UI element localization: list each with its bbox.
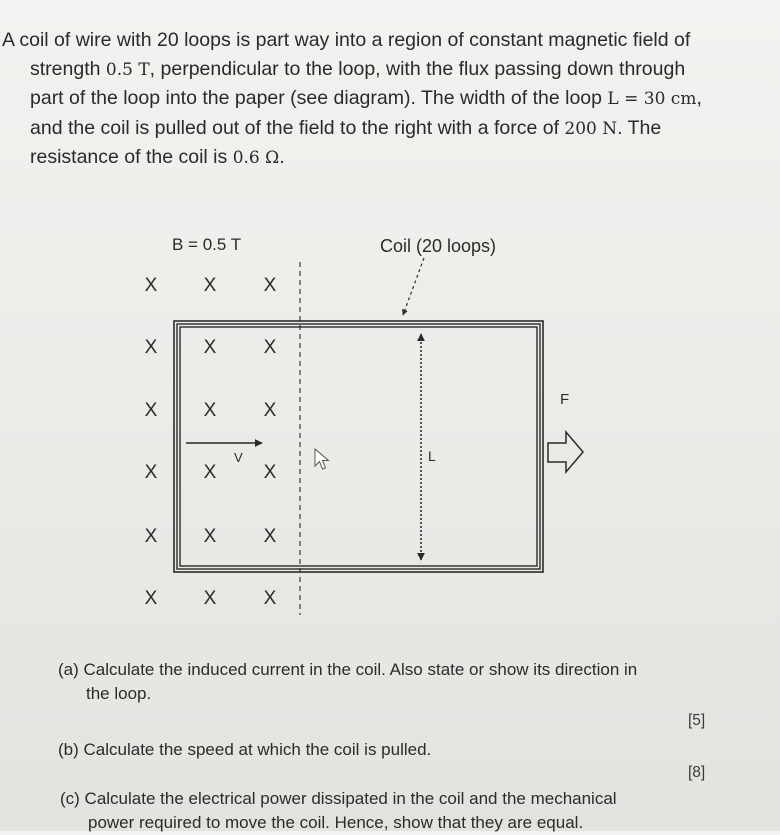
problem-line-4: and the coil is pulled out of the field to the right with a force of 200 N. The xyxy=(30,116,662,139)
field-x-marker: X xyxy=(263,588,277,609)
problem-line-2: strength 0.5 T, perpendicular to the loop, with the flux passing down through xyxy=(30,57,686,80)
field-x-marker: X xyxy=(203,588,217,609)
velocity-label: V xyxy=(234,450,243,465)
field-x-marker: X xyxy=(263,462,277,483)
field-x-marker: X xyxy=(203,275,217,296)
question-b-line-1: (b) Calculate the speed at which the coil is pulled. xyxy=(58,740,432,759)
hollow-arrow-right-icon xyxy=(548,432,583,472)
field-x-marker: X xyxy=(263,337,277,358)
force-value: 200 N xyxy=(564,118,618,139)
field-x-marker: X xyxy=(203,400,217,421)
question-c-line-2: power required to move the coil. Hence, show that they are equal. xyxy=(88,813,584,832)
coil-loop-outer xyxy=(174,321,543,572)
mouse-pointer-icon xyxy=(315,449,329,469)
question-a xyxy=(58,658,637,706)
coil-loop xyxy=(174,321,543,572)
coil-label-pointer xyxy=(403,258,424,315)
field-strength-value: 0.5 T xyxy=(105,59,150,80)
field-x-marker: X xyxy=(144,400,158,421)
field-x-marker: X xyxy=(263,400,277,421)
field-label: B = 0.5 T xyxy=(172,235,242,254)
field-x-marker: X xyxy=(263,275,277,296)
field-x-marker: X xyxy=(203,337,217,358)
field-x-grid xyxy=(145,275,277,609)
coil-loop-inner xyxy=(180,327,537,566)
field-x-marker: X xyxy=(203,526,217,547)
width-label: L xyxy=(428,448,436,464)
question-c xyxy=(60,787,617,835)
resistance-value: 0.6 Ω xyxy=(232,148,280,168)
field-x-marker: X xyxy=(144,462,158,483)
loop-width-value: L = 30 cm xyxy=(607,89,697,109)
coil-label: Coil (20 loops) xyxy=(380,236,497,256)
field-x-marker: X xyxy=(144,588,158,609)
force-label: F xyxy=(560,391,570,408)
question-b xyxy=(58,738,431,762)
problem-line-5: resistance of the coil is 0.6 Ω. xyxy=(30,146,285,168)
question-b-marks: [8] xyxy=(688,764,706,781)
field-x-marker: X xyxy=(203,462,217,483)
question-a-marks: [5] xyxy=(688,712,706,729)
coil-loop-middle xyxy=(177,324,540,569)
question-c-line-1: (c) Calculate the electrical power dissipated in the coil and the mechanical xyxy=(60,789,617,808)
field-x-marker: X xyxy=(144,275,158,296)
field-x-marker: X xyxy=(144,337,158,358)
question-a-line-1: (a) Calculate the induced current in the coil. Also state or show its direction in xyxy=(58,660,638,679)
problem-line-1: A coil of wire with 20 loops is part way into a region of constant magnetic field of xyxy=(2,29,691,51)
question-a-line-2: the loop. xyxy=(86,684,152,703)
field-x-marker: X xyxy=(144,526,158,547)
field-x-marker: X xyxy=(263,526,277,547)
problem-line-3: part of the loop into the paper (see diagram). The width of the loop L = 30 cm, xyxy=(30,87,702,109)
